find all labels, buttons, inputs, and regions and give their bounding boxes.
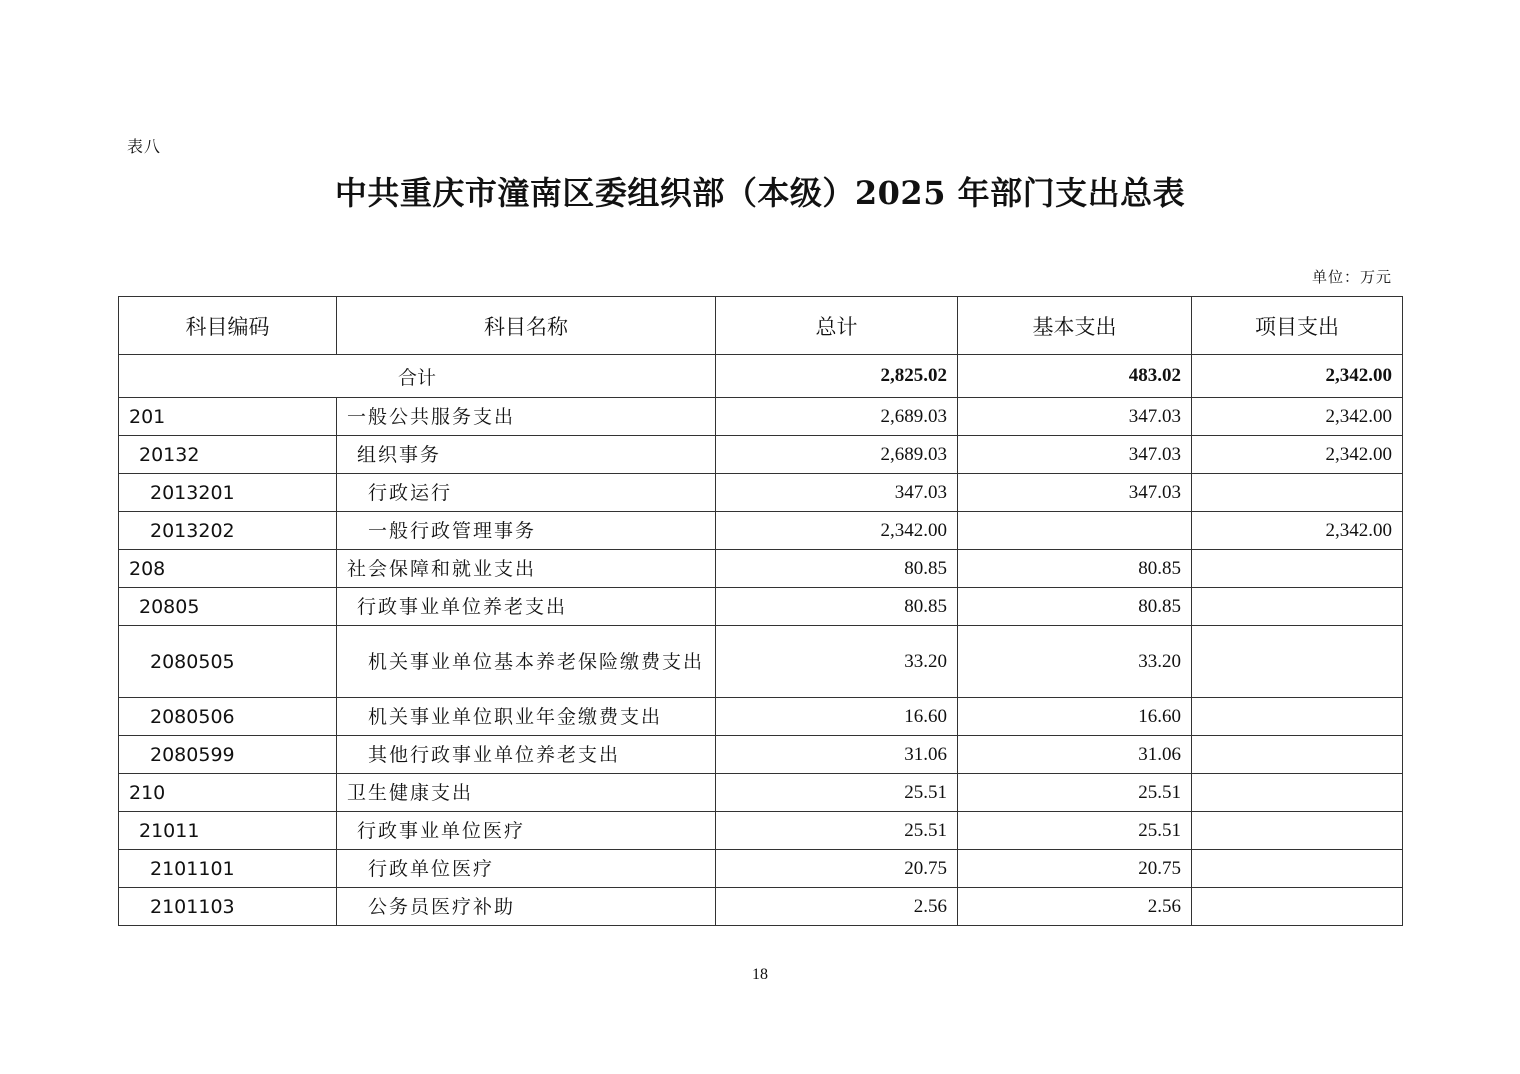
row-code: 2080505 — [119, 626, 337, 698]
table-row — [119, 736, 1403, 774]
table-row — [119, 888, 1403, 926]
row-name: 一般公共服务支出 — [337, 398, 716, 436]
row-name: 行政事业单位养老支出 — [337, 588, 716, 626]
row-project — [1192, 626, 1403, 698]
row-basic — [958, 512, 1192, 550]
table-row — [119, 774, 1403, 812]
table-row — [119, 626, 1403, 698]
total-basic-amount: 483.02 — [958, 355, 1192, 398]
row-total: 2,342.00 — [716, 512, 958, 550]
row-total: 20.75 — [716, 850, 958, 888]
table-row — [119, 436, 1403, 474]
table-row — [119, 550, 1403, 588]
column-header-basic: 基本支出 — [958, 297, 1192, 355]
row-code: 2080599 — [119, 736, 337, 774]
total-label: 合计 — [119, 355, 716, 398]
row-basic: 347.03 — [958, 436, 1192, 474]
row-total: 2,689.03 — [716, 436, 958, 474]
table-row — [119, 850, 1403, 888]
column-header-total: 总计 — [716, 297, 958, 355]
total-project-amount: 2,342.00 — [1192, 355, 1403, 398]
row-basic: 25.51 — [958, 774, 1192, 812]
row-basic: 20.75 — [958, 850, 1192, 888]
column-header-name: 科目名称 — [337, 297, 716, 355]
row-total: 33.20 — [716, 626, 958, 698]
row-name: 行政事业单位医疗 — [337, 812, 716, 850]
row-basic: 80.85 — [958, 550, 1192, 588]
row-name: 其他行政事业单位养老支出 — [337, 736, 716, 774]
row-basic: 31.06 — [958, 736, 1192, 774]
row-project — [1192, 774, 1403, 812]
row-code: 2013202 — [119, 512, 337, 550]
row-total: 80.85 — [716, 588, 958, 626]
row-project — [1192, 888, 1403, 926]
row-code: 208 — [119, 550, 337, 588]
row-name: 行政单位医疗 — [337, 850, 716, 888]
row-code: 21011 — [119, 812, 337, 850]
row-name: 卫生健康支出 — [337, 774, 716, 812]
row-project — [1192, 474, 1403, 512]
table-row — [119, 588, 1403, 626]
row-name: 行政运行 — [337, 474, 716, 512]
row-code: 2101101 — [119, 850, 337, 888]
row-project — [1192, 850, 1403, 888]
total-row — [119, 355, 1403, 398]
page-title: 中共重庆市潼南区委组织部（本级）2025 年部门支出总表 — [334, 174, 1186, 212]
row-code: 2080506 — [119, 698, 337, 736]
row-code: 20805 — [119, 588, 337, 626]
row-project — [1192, 550, 1403, 588]
row-project: 2,342.00 — [1192, 512, 1403, 550]
row-code: 2013201 — [119, 474, 337, 512]
row-total: 16.60 — [716, 698, 958, 736]
table-row — [119, 512, 1403, 550]
table-row — [119, 398, 1403, 436]
row-code: 2101103 — [119, 888, 337, 926]
row-total: 31.06 — [716, 736, 958, 774]
row-total: 2,689.03 — [716, 398, 958, 436]
expenditure-table — [118, 296, 1403, 926]
row-total: 80.85 — [716, 550, 958, 588]
row-project — [1192, 736, 1403, 774]
row-basic: 347.03 — [958, 398, 1192, 436]
header-row — [119, 297, 1403, 355]
page-number: 18 — [752, 966, 768, 983]
row-code: 210 — [119, 774, 337, 812]
row-project — [1192, 698, 1403, 736]
row-name: 组织事务 — [337, 436, 716, 474]
row-basic: 33.20 — [958, 626, 1192, 698]
row-total: 2.56 — [716, 888, 958, 926]
row-total: 347.03 — [716, 474, 958, 512]
row-name: 一般行政管理事务 — [337, 512, 716, 550]
row-project: 2,342.00 — [1192, 436, 1403, 474]
table-row — [119, 474, 1403, 512]
row-basic: 2.56 — [958, 888, 1192, 926]
row-basic: 16.60 — [958, 698, 1192, 736]
row-name: 机关事业单位基本养老保险缴费支出 — [337, 626, 716, 698]
column-header-project: 项目支出 — [1192, 297, 1403, 355]
column-header-code: 科目编码 — [119, 297, 337, 355]
table-label: 表八 — [127, 137, 162, 156]
row-total: 25.51 — [716, 774, 958, 812]
row-project: 2,342.00 — [1192, 398, 1403, 436]
row-basic: 25.51 — [958, 812, 1192, 850]
row-name: 机关事业单位职业年金缴费支出 — [337, 698, 716, 736]
row-project — [1192, 812, 1403, 850]
row-basic: 80.85 — [958, 588, 1192, 626]
row-code: 201 — [119, 398, 337, 436]
row-code: 20132 — [119, 436, 337, 474]
row-name: 公务员医疗补助 — [337, 888, 716, 926]
table-row — [119, 698, 1403, 736]
row-total: 25.51 — [716, 812, 958, 850]
row-project — [1192, 588, 1403, 626]
unit-label: 单位：万元 — [1311, 268, 1392, 286]
table-row — [119, 812, 1403, 850]
total-amount: 2,825.02 — [716, 355, 958, 398]
row-basic: 347.03 — [958, 474, 1192, 512]
row-name: 社会保障和就业支出 — [337, 550, 716, 588]
